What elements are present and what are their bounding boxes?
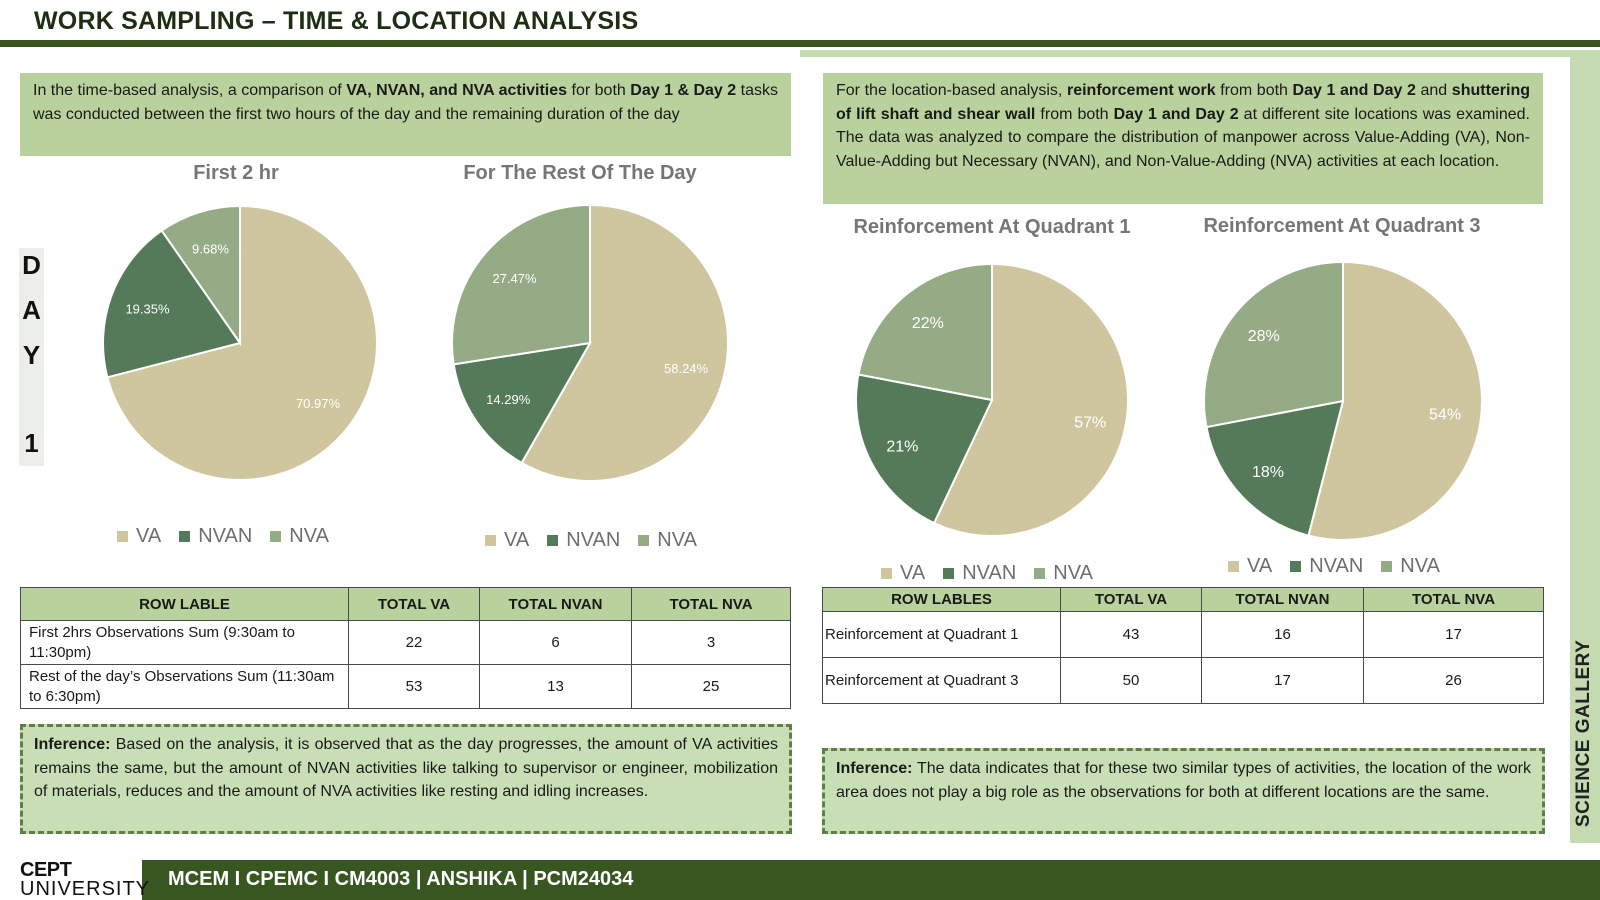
right-intro-bold: Day 1 and Day 2 [1113, 105, 1239, 123]
legend-label: NVAN [198, 525, 253, 547]
legend-label: NVAN [962, 562, 1017, 584]
pie-slice-label: 22% [911, 315, 944, 333]
left-inference-box [20, 724, 792, 834]
chart-title-quadrant-3: Reinforcement At Quadrant 3 [1203, 215, 1481, 237]
table-cell: 13 [480, 665, 632, 709]
right-intro-text: at different site locations was examined. The data was analyzed to compare the distribution of manpower across Value-Adding (VA), Non-Value-Adding but Necessary (NVAN), and Non-Value-Adding (NVA) activities at each location. [836, 105, 1530, 170]
legend-swatch [943, 568, 954, 579]
day-letter-y: Y [22, 340, 41, 370]
legend-swatch [638, 535, 649, 546]
right-intro-text: For the location-based analysis, [836, 82, 1067, 99]
side-label: SCIENCE GALLERY [1573, 639, 1594, 827]
table-row [21, 621, 791, 665]
table-header: TOTAL NVAN [1202, 588, 1364, 612]
legend-entry-va [881, 562, 925, 585]
table-cell: 6 [480, 621, 632, 665]
right-inference-label: Inference: [836, 760, 913, 777]
left-intro-text: In the time-based analysis, a comparison of [33, 82, 347, 99]
pie-slice-label: 70.97% [295, 395, 341, 411]
table-cell-label: Reinforcement at Quadrant 3 [823, 658, 1061, 704]
legend-entry-nvan [179, 525, 252, 548]
right-intro-text: from both [1215, 82, 1293, 99]
legend-label: NVAN [1309, 555, 1364, 577]
legend-entry-nvan [547, 529, 620, 552]
footer-text: MCEM I CPEMC I CM4003 | ANSHIKA | PCM24034 [168, 868, 634, 890]
table-header: TOTAL NVA [632, 588, 791, 621]
page-title: WORK SAMPLING – TIME & LOCATION ANALYSIS [34, 7, 639, 35]
legend-entry-nva [1034, 562, 1093, 585]
pie-slice-label: 19.35% [125, 301, 170, 317]
table-header-row [823, 588, 1544, 612]
left-intro-text: tasks was conducted between the first two hours of the day and the remaining duration of the day [33, 82, 779, 123]
legend-swatch [1034, 568, 1045, 579]
legend-entry-va [117, 525, 161, 548]
table-header: TOTAL NVA [1364, 588, 1544, 612]
table-header: TOTAL NVAN [480, 588, 632, 621]
table-cell: 25 [632, 665, 791, 709]
chart-title-quadrant-1: Reinforcement At Quadrant 1 [853, 216, 1131, 238]
table-header: ROW LABLES [823, 588, 1061, 612]
left-inference-label: Inference: [34, 736, 111, 753]
day-number: 1 [24, 428, 39, 458]
legend-entry-nvan [943, 562, 1016, 585]
pie-slice-label: 58.24% [664, 360, 709, 376]
right-inference-text: The data indicates that for these two similar types of activities, the location of the work area does not play a big role as the observations for both at different locations are the same. [836, 760, 1531, 801]
legend-swatch [547, 535, 558, 546]
legend-swatch [485, 535, 496, 546]
table-cell: 53 [349, 665, 480, 709]
table-cell: 17 [1202, 658, 1364, 704]
legend-swatch [1228, 561, 1239, 572]
title-rule-secondary [800, 50, 1600, 57]
left-data-table [20, 587, 791, 709]
legend-swatch [1381, 561, 1392, 572]
pie-slice-label: 28% [1247, 328, 1280, 346]
table-row [823, 612, 1544, 658]
legend-label: NVA [1400, 555, 1440, 577]
pie-slice-label: 9.68% [192, 241, 229, 257]
table-cell: 50 [1061, 658, 1202, 704]
legend-quadrant-3 [1228, 555, 1440, 578]
left-intro-bold-days: Day 1 & Day 2 [630, 82, 737, 99]
legend-rest-of-day [485, 529, 697, 552]
table-cell-label: First 2hrs Observations Sum (9:30am to 11:30pm) [21, 621, 349, 665]
legend-label: NVA [1053, 562, 1093, 584]
pie-slice-label: 57% [1074, 414, 1107, 432]
table-header-row [21, 588, 791, 621]
legend-swatch [270, 531, 281, 542]
right-intro-bold: reinforcement work [1066, 82, 1216, 99]
legend-swatch [179, 531, 190, 542]
legend-entry-nva [270, 525, 329, 548]
pie-slice-label: 27.47% [492, 270, 537, 286]
table-cell: 3 [632, 621, 791, 665]
legend-label: VA [504, 529, 530, 551]
left-inference-text: Based on the analysis, it is observed that as the day progresses, the amount of VA activities remains the same, but the amount of NVAN activities like talking to supervisor or engineer, mobilization of materials, reduces and the amount of NVA activities like resting and idling increases. [34, 736, 778, 800]
table-row [823, 658, 1544, 704]
table-header: ROW LABLE [21, 588, 349, 621]
right-intro-text: from both [1035, 105, 1114, 123]
legend-first-2hr [117, 525, 329, 548]
table-cell: 17 [1364, 612, 1544, 658]
logo-line-1: CEPT [20, 859, 72, 881]
right-intro-bold: Day 1 and Day 2 [1292, 82, 1416, 99]
pie-slice-label: 54% [1429, 406, 1462, 424]
right-inference-box [822, 748, 1545, 834]
right-intro-box [823, 73, 1543, 204]
legend-swatch [1290, 561, 1301, 572]
table-header: TOTAL VA [349, 588, 480, 621]
legend-label: NVA [289, 525, 329, 547]
legend-label: NVA [657, 529, 697, 551]
legend-entry-nva [638, 529, 697, 552]
right-intro-text: and [1415, 82, 1452, 99]
pie-slice-label: 18% [1252, 464, 1285, 482]
right-data-table [822, 587, 1544, 704]
legend-entry-va [1228, 555, 1272, 578]
legend-label: VA [900, 562, 926, 584]
chart-title-rest-of-day: For The Rest Of The Day [463, 162, 697, 184]
table-row [21, 665, 791, 709]
legend-label: VA [1247, 555, 1273, 577]
legend-label: VA [136, 525, 162, 547]
left-intro-text: for both [567, 82, 631, 99]
logo-line-2: UNIVERSITY [20, 878, 151, 900]
day-letter-d: D [22, 250, 41, 280]
table-cell: 26 [1364, 658, 1544, 704]
legend-entry-nvan [1290, 555, 1363, 578]
left-intro-bold-activities: VA, NVAN, and NVA activities [346, 82, 568, 99]
table-cell-label: Reinforcement at Quadrant 1 [823, 612, 1061, 658]
day-tag [19, 248, 44, 466]
legend-entry-nva [1381, 555, 1440, 578]
chart-title-first-2hr: First 2 hr [193, 162, 279, 184]
legend-label: NVAN [566, 529, 621, 551]
legend-quadrant-1 [881, 562, 1093, 585]
legend-swatch [117, 531, 128, 542]
table-cell: 43 [1061, 612, 1202, 658]
table-cell-label: Rest of the day’s Observations Sum (11:30am to 6:30pm) [21, 665, 349, 709]
table-header: TOTAL VA [1061, 588, 1202, 612]
pie-slice-label: 14.29% [486, 391, 531, 407]
legend-entry-va [485, 529, 529, 552]
table-cell: 22 [349, 621, 480, 665]
right-intro-bold: shuttering of lift shaft and shear wall [836, 82, 1531, 123]
pie-slice-label: 21% [886, 438, 919, 456]
left-intro-box [20, 73, 791, 156]
table-cell: 16 [1202, 612, 1364, 658]
legend-swatch [881, 568, 892, 579]
day-letter-a: A [22, 295, 41, 325]
title-rule [0, 40, 1600, 47]
